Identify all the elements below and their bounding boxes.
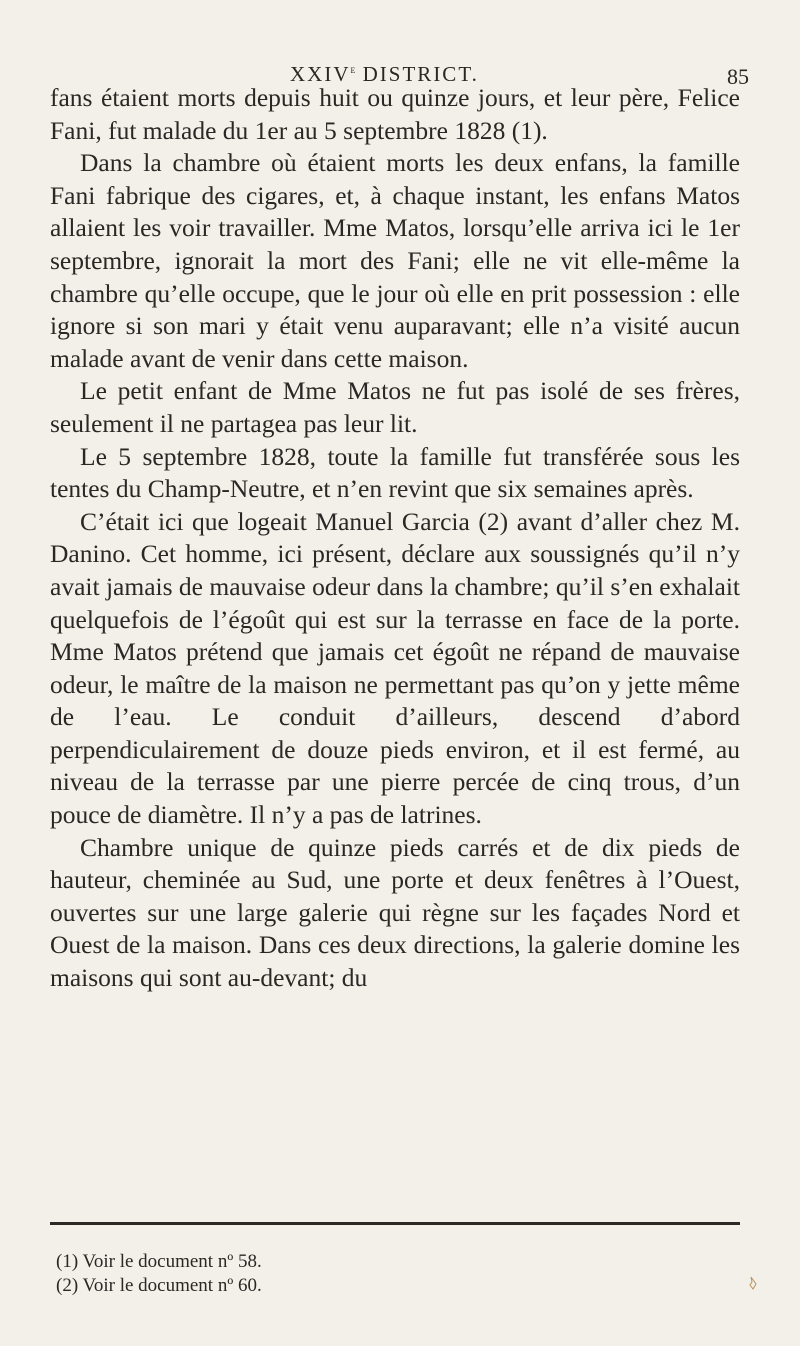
- paragraph-chamber: Dans la chambre où étaient morts les deux enfans, la famille Fani fabrique des cigares, et, à chaque instant, les enfans Matos allaient les voir travailler. Mme Matos, lorsqu’elle arriva ici le 1er septembre, ignorait la mort des Fani; elle ne vit elle-même la chambre qu’elle occupe, que le jour où elle en prit possession : elle ignore si son mari y était venu auparavant; elle n’a visité aucun malade avant de venir dans cette maison.: [50, 148, 740, 373]
- footnote-2: (2) Voir le document nº 60.: [56, 1275, 262, 1296]
- footnotes: [56, 1250, 656, 1298]
- paragraph-continuation: fans étaient morts depuis huit ou quinze jours, et leur père, Felice Fani, fut malade du 1er au 5 septembre 1828 (1).: [50, 83, 740, 145]
- paragraph-transfer: Le 5 septembre 1828, toute la famille fut transférée sous les tentes du Champ-Neutre, et n’en revint que six semaines après.: [50, 441, 740, 504]
- paragraph-child: Le petit enfant de Mme Matos ne fut pas isolé de ses frères, seulement il ne partagea pas leur lit.: [50, 376, 740, 438]
- paragraph-garcia: C’était ici que logeait Manuel Garcia (2) avant d’aller chez M. Danino. Cet homme, ici présent, déclare aux soussignés qu’il n’y avait jamais de mauvaise odeur dans la chambre; qu’il s’en exhalait quelquefois de l’égoût qui est sur la terrasse en face de la porte. Mme Matos prétend que jamais cet égoût ne répand de mauvaise odeur, le maître de la maison ne permettant pas qu’on y jette même de l’eau. Le conduit d’ailleurs, descend d’abord perpendiculairement de douze pieds environ, et il est fermé, au niveau de la terrasse par une pierre percée de cinq trous, d’un pouce de diamètre. Il n’y a pas de latrines.: [50, 506, 740, 830]
- paragraph-room-description: Chambre unique de quinze pieds carrés et de dix pieds de hauteur, cheminée au Sud, une porte et deux fenêtres à l’Ouest, ouvertes sur une large galerie qui règne sur les façades Nord et Ouest de la maison. Dans ces deux directions, la galerie domine les maisons qui sont au-devant; du: [50, 832, 740, 993]
- district-superscript: e: [350, 62, 356, 76]
- footnote-separator-rule: [50, 1222, 740, 1225]
- ink-stain-mark: [748, 1276, 758, 1290]
- page-number: 85: [727, 64, 749, 89]
- district-word: DISTRICT.: [355, 62, 479, 86]
- district-number: XXIV: [290, 62, 351, 86]
- body-text: [50, 82, 740, 995]
- footnote-1: (1) Voir le document nº 58.: [56, 1251, 262, 1272]
